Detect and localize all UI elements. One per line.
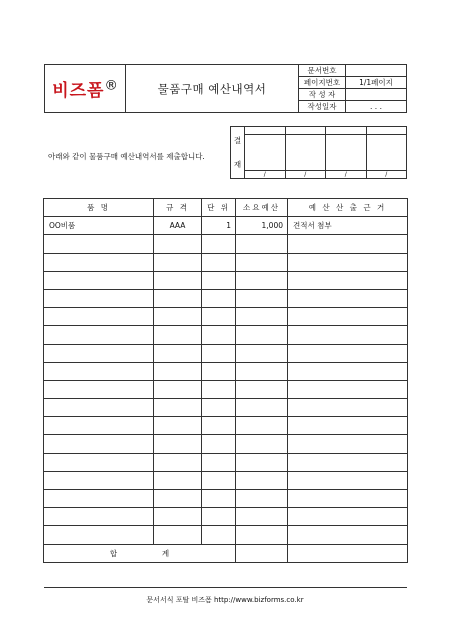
cell-basis	[288, 435, 408, 453]
table-row	[44, 271, 408, 289]
approval-role-cell	[326, 127, 367, 135]
cell-item-name	[44, 271, 154, 289]
cell-budget	[236, 362, 288, 380]
cell-budget	[236, 380, 288, 398]
table-row	[44, 453, 408, 471]
cell-unit	[202, 417, 236, 435]
total-row	[44, 544, 408, 562]
table-body	[44, 217, 408, 544]
table-header-row	[44, 199, 408, 217]
cell-spec	[154, 399, 202, 417]
total-label-1: 합	[109, 548, 118, 558]
meta-value-author	[346, 89, 407, 101]
approval-sign-cell	[366, 135, 407, 171]
cell-spec	[154, 471, 202, 489]
table-row	[44, 344, 408, 362]
cell-spec	[154, 362, 202, 380]
meta-value-doc-number	[346, 65, 407, 77]
approval-role-cell	[366, 127, 407, 135]
meta-label-doc-number: 문서번호	[299, 65, 346, 77]
cell-item-name	[44, 253, 154, 271]
table-row	[44, 380, 408, 398]
approval-date-cell: /	[285, 171, 326, 179]
approval-box	[230, 126, 407, 178]
cell-spec	[154, 344, 202, 362]
footer-text: 문서서식 포탈 비즈폼 http://www.bizforms.co.kr	[146, 596, 304, 604]
cell-basis	[288, 253, 408, 271]
table-row	[44, 217, 408, 235]
cell-item-name	[44, 435, 154, 453]
cell-item-name	[44, 235, 154, 253]
table-row	[44, 326, 408, 344]
cell-spec	[154, 435, 202, 453]
cell-spec	[154, 326, 202, 344]
meta-label-page-number: 페이지번호	[299, 77, 346, 89]
table-row	[44, 417, 408, 435]
cell-spec	[154, 308, 202, 326]
cell-budget	[236, 399, 288, 417]
header-budget: 소요예산	[236, 199, 288, 217]
table-row	[44, 490, 408, 508]
cell-basis	[288, 326, 408, 344]
registered-mark: ®	[104, 78, 118, 94]
cell-basis: 견적서 첨부	[288, 217, 408, 235]
cell-item-name	[44, 399, 154, 417]
logo	[45, 65, 126, 113]
cell-basis	[288, 399, 408, 417]
cell-unit	[202, 471, 236, 489]
cell-unit	[202, 235, 236, 253]
cell-basis	[288, 526, 408, 544]
table-row	[44, 362, 408, 380]
cell-unit	[202, 453, 236, 471]
cell-basis	[288, 362, 408, 380]
cell-unit	[202, 380, 236, 398]
cell-spec	[154, 417, 202, 435]
table-row	[44, 235, 408, 253]
cell-budget	[236, 435, 288, 453]
cell-budget	[236, 308, 288, 326]
cell-budget	[236, 235, 288, 253]
cell-item-name	[44, 508, 154, 526]
cell-spec	[154, 380, 202, 398]
cell-item-name	[44, 289, 154, 307]
header-spec: 규 격	[154, 199, 202, 217]
cell-budget: 1,000	[236, 217, 288, 235]
table-row	[44, 253, 408, 271]
cell-budget	[236, 453, 288, 471]
header-item-name: 품 명	[44, 199, 154, 217]
total-budget-cell	[236, 544, 288, 562]
cell-unit	[202, 289, 236, 307]
meta-value-date: . . .	[346, 101, 407, 113]
cell-basis	[288, 453, 408, 471]
document-header	[44, 64, 407, 112]
approval-date-cell: /	[366, 171, 407, 179]
approval-label-top: 결	[233, 135, 242, 145]
cell-unit	[202, 435, 236, 453]
approval-label-bottom: 재	[233, 159, 242, 169]
total-label-2: 계	[161, 548, 170, 558]
cell-unit	[202, 326, 236, 344]
cell-spec	[154, 289, 202, 307]
cell-unit	[202, 399, 236, 417]
cell-unit: 1	[202, 217, 236, 235]
cell-basis	[288, 380, 408, 398]
table-row	[44, 308, 408, 326]
cell-basis	[288, 289, 408, 307]
cell-budget	[236, 253, 288, 271]
document-title: 물품구매 예산내역서	[126, 65, 299, 113]
approval-sign-cell	[245, 135, 286, 171]
budget-table	[43, 198, 407, 563]
cell-budget	[236, 471, 288, 489]
cell-unit	[202, 253, 236, 271]
cell-spec: AAA	[154, 217, 202, 235]
cell-budget	[236, 344, 288, 362]
cell-item-name	[44, 380, 154, 398]
header-unit: 단 위	[202, 199, 236, 217]
cell-basis	[288, 471, 408, 489]
meta-label-date: 작성일자	[299, 101, 346, 113]
table-row	[44, 471, 408, 489]
cell-item-name	[44, 417, 154, 435]
cell-budget	[236, 526, 288, 544]
cell-budget	[236, 271, 288, 289]
cell-item-name	[44, 490, 154, 508]
cell-item-name	[44, 362, 154, 380]
cell-spec	[154, 526, 202, 544]
approval-date-cell: /	[326, 171, 367, 179]
cell-unit	[202, 508, 236, 526]
cell-basis	[288, 344, 408, 362]
cell-item-name	[44, 308, 154, 326]
total-label	[44, 544, 236, 562]
cell-unit	[202, 490, 236, 508]
cell-spec	[154, 453, 202, 471]
cell-spec	[154, 235, 202, 253]
cell-item-name: OO비품	[44, 217, 154, 235]
cell-item-name	[44, 344, 154, 362]
cell-spec	[154, 253, 202, 271]
cell-unit	[202, 344, 236, 362]
cell-basis	[288, 490, 408, 508]
cell-budget	[236, 508, 288, 526]
table-row	[44, 508, 408, 526]
cell-basis	[288, 308, 408, 326]
cell-basis	[288, 271, 408, 289]
cell-budget	[236, 289, 288, 307]
approval-date-cell: /	[245, 171, 286, 179]
cell-item-name	[44, 326, 154, 344]
cell-basis	[288, 235, 408, 253]
approval-role-cell	[245, 127, 286, 135]
table-row	[44, 399, 408, 417]
cell-item-name	[44, 453, 154, 471]
approval-sign-cell	[326, 135, 367, 171]
header-basis: 예 산 산 출 근 거	[288, 199, 408, 217]
cell-budget	[236, 490, 288, 508]
cell-budget	[236, 326, 288, 344]
cell-budget	[236, 417, 288, 435]
table-row	[44, 289, 408, 307]
intro-text: 아래와 같이 물품구매 예산내역서를 제출합니다.	[48, 152, 205, 161]
logo-text: 비즈폼	[52, 81, 105, 101]
cell-unit	[202, 362, 236, 380]
approval-label	[231, 127, 245, 179]
table-row	[44, 435, 408, 453]
approval-role-cell	[285, 127, 326, 135]
cell-basis	[288, 508, 408, 526]
cell-unit	[202, 308, 236, 326]
cell-unit	[202, 526, 236, 544]
approval-sign-cell	[285, 135, 326, 171]
cell-spec	[154, 271, 202, 289]
cell-item-name	[44, 526, 154, 544]
cell-spec	[154, 490, 202, 508]
table-row	[44, 526, 408, 544]
meta-value-page-number: 1/1페이지	[346, 77, 407, 89]
meta-label-author: 작 성 자	[299, 89, 346, 101]
footer-divider	[44, 587, 407, 588]
cell-basis	[288, 417, 408, 435]
cell-unit	[202, 271, 236, 289]
total-basis-cell	[288, 544, 408, 562]
cell-item-name	[44, 471, 154, 489]
cell-spec	[154, 508, 202, 526]
